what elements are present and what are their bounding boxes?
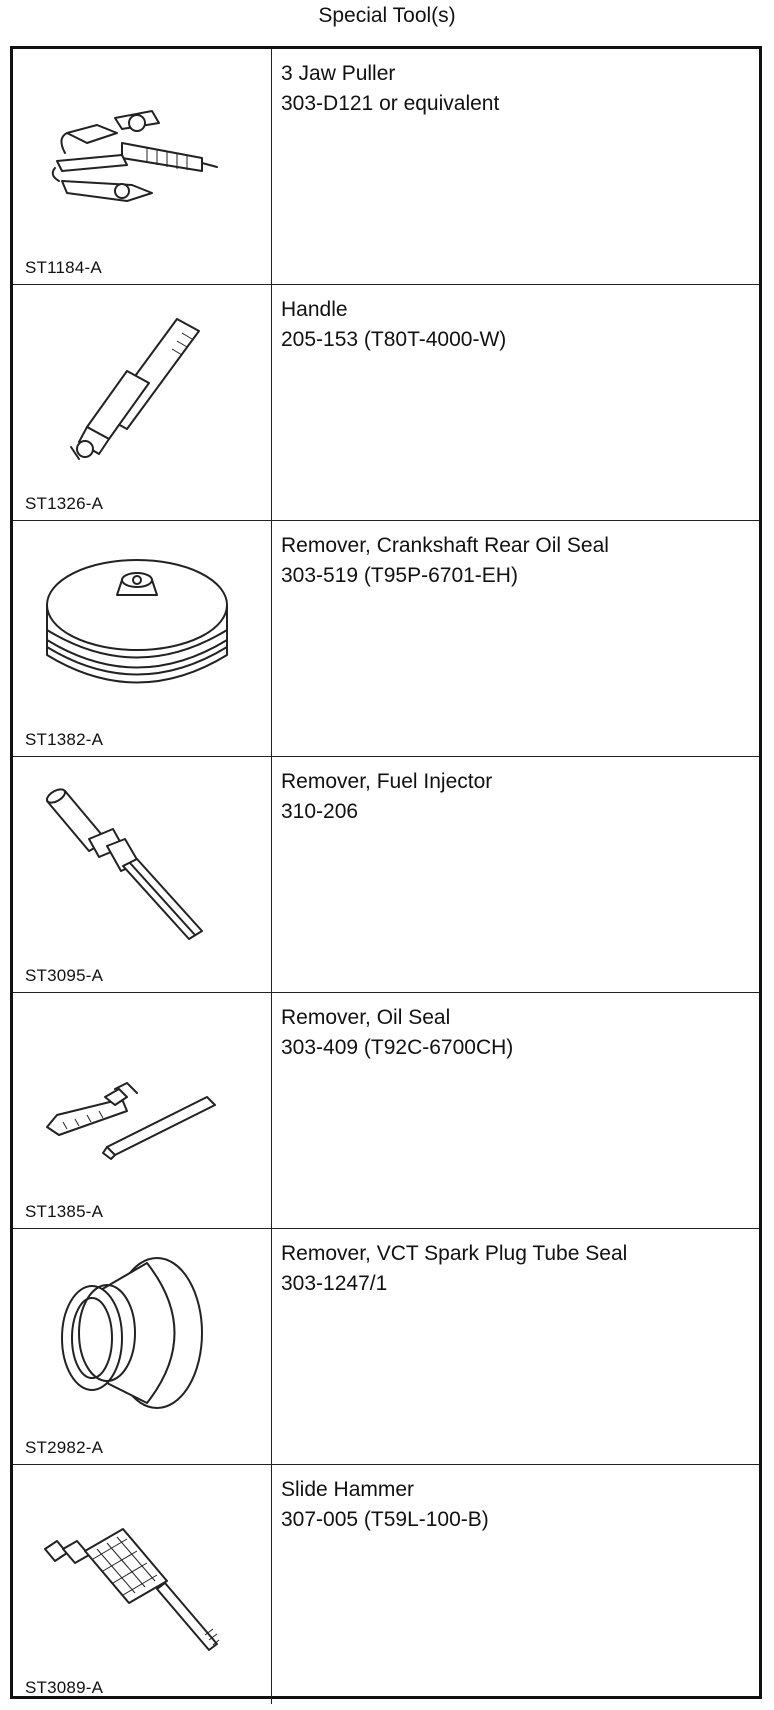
tool-part-number: 303-519 (T95P-6701-EH) [281, 564, 518, 587]
table-row [13, 1229, 759, 1465]
tool-part-number: 303-D121 or equivalent [281, 92, 500, 115]
tool-code: ST1382-A [25, 730, 104, 749]
tool-code: ST1385-A [25, 1202, 104, 1221]
tool-name: Remover, Crankshaft Rear Oil Seal [281, 534, 609, 557]
tool-part-number: 205-153 (T80T-4000-W) [281, 328, 507, 351]
table-row [13, 1465, 759, 1704]
table-row [13, 285, 759, 521]
tool-name: Handle [281, 298, 348, 321]
tool-image-cell [13, 757, 272, 992]
tool-part-number: 307-005 (T59L-100-B) [281, 1508, 489, 1531]
tool-image-cell [13, 1465, 272, 1704]
jaw-puller-icon [27, 63, 257, 243]
tool-name: Remover, VCT Spark Plug Tube Seal [281, 1242, 628, 1265]
injector-remover-icon [27, 771, 257, 951]
tool-image-cell [13, 285, 272, 520]
page-title: Special Tool(s) [318, 4, 456, 27]
oil-seal-remover-icon [27, 1007, 257, 1187]
handle-icon [27, 299, 257, 479]
tool-image-cell [13, 521, 272, 756]
tool-image-cell [13, 993, 272, 1228]
table-row [13, 757, 759, 993]
tool-name: Remover, Oil Seal [281, 1006, 451, 1029]
special-tools-table [10, 46, 762, 1699]
tool-part-number: 303-409 (T92C-6700CH) [281, 1036, 514, 1059]
seal-remover-icon [27, 535, 257, 715]
tool-image-cell [13, 1229, 272, 1464]
tool-code: ST1184-A [25, 258, 102, 277]
table-row [13, 993, 759, 1229]
tube-seal-remover-icon [27, 1243, 257, 1423]
table-row [13, 49, 759, 285]
tool-name: Slide Hammer [281, 1478, 415, 1501]
slide-hammer-icon [27, 1479, 257, 1659]
tool-name: 3 Jaw Puller [281, 62, 396, 85]
tool-image-cell [13, 49, 272, 284]
tool-name: Remover, Fuel Injector [281, 770, 493, 793]
tool-part-number: 303-1247/1 [281, 1272, 388, 1295]
tool-code: ST3095-A [25, 966, 104, 985]
tool-code: ST3089-A [25, 1678, 104, 1697]
tool-part-number: 310-206 [281, 800, 359, 823]
tool-code: ST1326-A [25, 494, 104, 513]
tool-code: ST2982-A [25, 1438, 104, 1457]
table-row [13, 521, 759, 757]
